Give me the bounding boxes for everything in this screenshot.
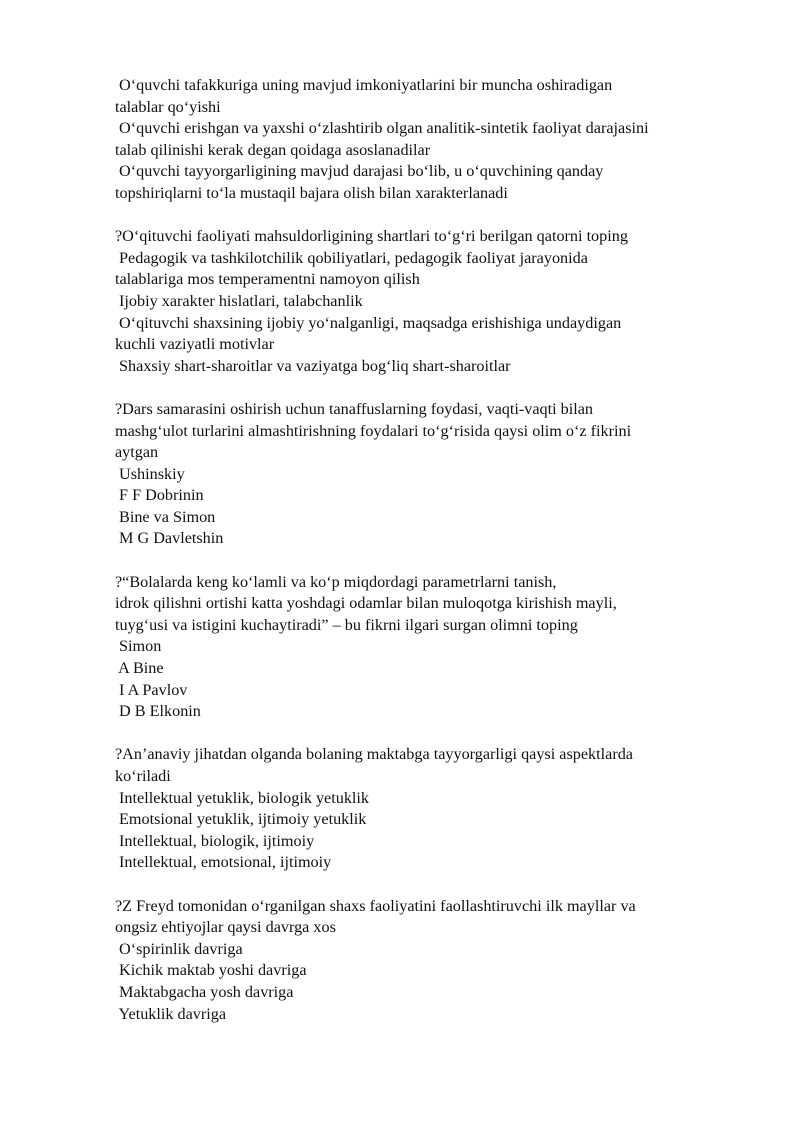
option-line: Yetuklik davriga [115,1004,227,1023]
option-line: O‘quvchi tafakkuriga uning mavjud imkoniyatlarini bir muncha oshiradigan [115,76,613,94]
question-block [115,744,755,874]
option-line: Ijobiy xarakter hislatlari, talabchanlik [115,291,363,310]
question-block [115,399,755,550]
question-text: aytgan [115,443,159,462]
option-line: F F Dobrinin [115,486,204,505]
option-line: talab qilinishi kerak degan qoidaga asoslanadilar [115,140,431,159]
document-page [115,75,755,1047]
option-line: Kichik maktab yoshi davriga [115,961,307,980]
option-line: M G Davletshin [115,529,224,548]
question-block [115,896,755,1026]
option-line: Shaxsiy shart-sharoitlar va vaziyatga bog‘liq shart-sharoitlar [115,356,511,375]
option-line: Intellektual, emotsional, ijtimoiy [115,853,332,872]
question-text: ?Z Freyd tomonidan o‘rganilgan shaxs faoliyatini faollashtiruvchi ilk mayllar va [115,896,636,915]
question-text: ?Dars samarasini oshirish uchun tanaffuslarning foydasi, vaqti-vaqti bilan [115,399,594,418]
option-line: Bine va Simon [115,507,216,526]
question-text: tuyg‘usi va istigini kuchaytiradi” – bu fikrni ilgari surgan olimni toping [115,615,578,634]
option-line: Intellektual yetuklik, biologik yetuklik [115,788,370,807]
question-text: idrok qilishni ortishi katta yoshdagi odamlar bilan muloqotga kirishish mayli, [115,594,617,613]
option-line: O‘quvchi erishgan va yaxshi o‘zlashtirib olgan analitik-sintetik faoliyat darajasini [115,119,649,138]
option-line: Maktabgacha yosh davriga [115,982,294,1001]
option-line: talablar qo‘yishi [115,97,221,116]
option-line: D B Elkonin [115,702,201,721]
option-line: topshiriqlarni to‘la mustaqil bajara olish bilan xarakterlanadi [115,183,508,202]
option-line: I A Pavlov [115,680,188,699]
option-line: Emotsional yetuklik, ijtimoiy yetuklik [115,810,367,829]
option-line: O‘qituvchi shaxsining ijobiy yo‘nalganligi, maqsadga erishishiga undaydigan [115,313,622,332]
question-block [115,226,755,377]
option-line: O‘spirinlik davriga [115,939,243,958]
question-text: ?“Bolalarda keng ko‘lamli va ko‘p miqdordagi parametrlarni tanish, [115,572,557,591]
option-line: A Bine [115,659,164,678]
option-line: Intellektual, biologik, ijtimoiy [115,831,315,850]
option-line: Pedagogik va tashkilotchilik qobiliyatlari, pedagogik faoliyat jarayonida [115,248,588,267]
option-line: Ushinskiy [115,464,185,483]
question-text: ?An’anaviy jihatdan olganda bolaning maktabga tayyorgarligi qaysi aspektlarda [115,745,633,764]
answer-options-block [115,75,755,205]
question-text: mashg‘ulot turlarini almashtirishning foydalari to‘g‘risida qaysi olim o‘z fikrini [115,421,632,440]
question-text: ongsiz ehtiyojlar qaysi davrga xos [115,918,336,937]
question-text: ?O‘qituvchi faoliyati mahsuldorligining shartlari to‘g‘ri berilgan qatorni toping [115,227,628,246]
option-line: kuchli vaziyatli motivlar [115,335,275,354]
option-line: O‘quvchi tayyorgarligining mavjud darajasi bo‘lib, u o‘quvchining qanday [115,162,604,181]
question-block [115,572,755,723]
question-text: ko‘riladi [115,767,171,785]
option-line: Simon [115,637,162,656]
option-line: talablariga mos temperamentni namoyon qilish [115,270,420,289]
